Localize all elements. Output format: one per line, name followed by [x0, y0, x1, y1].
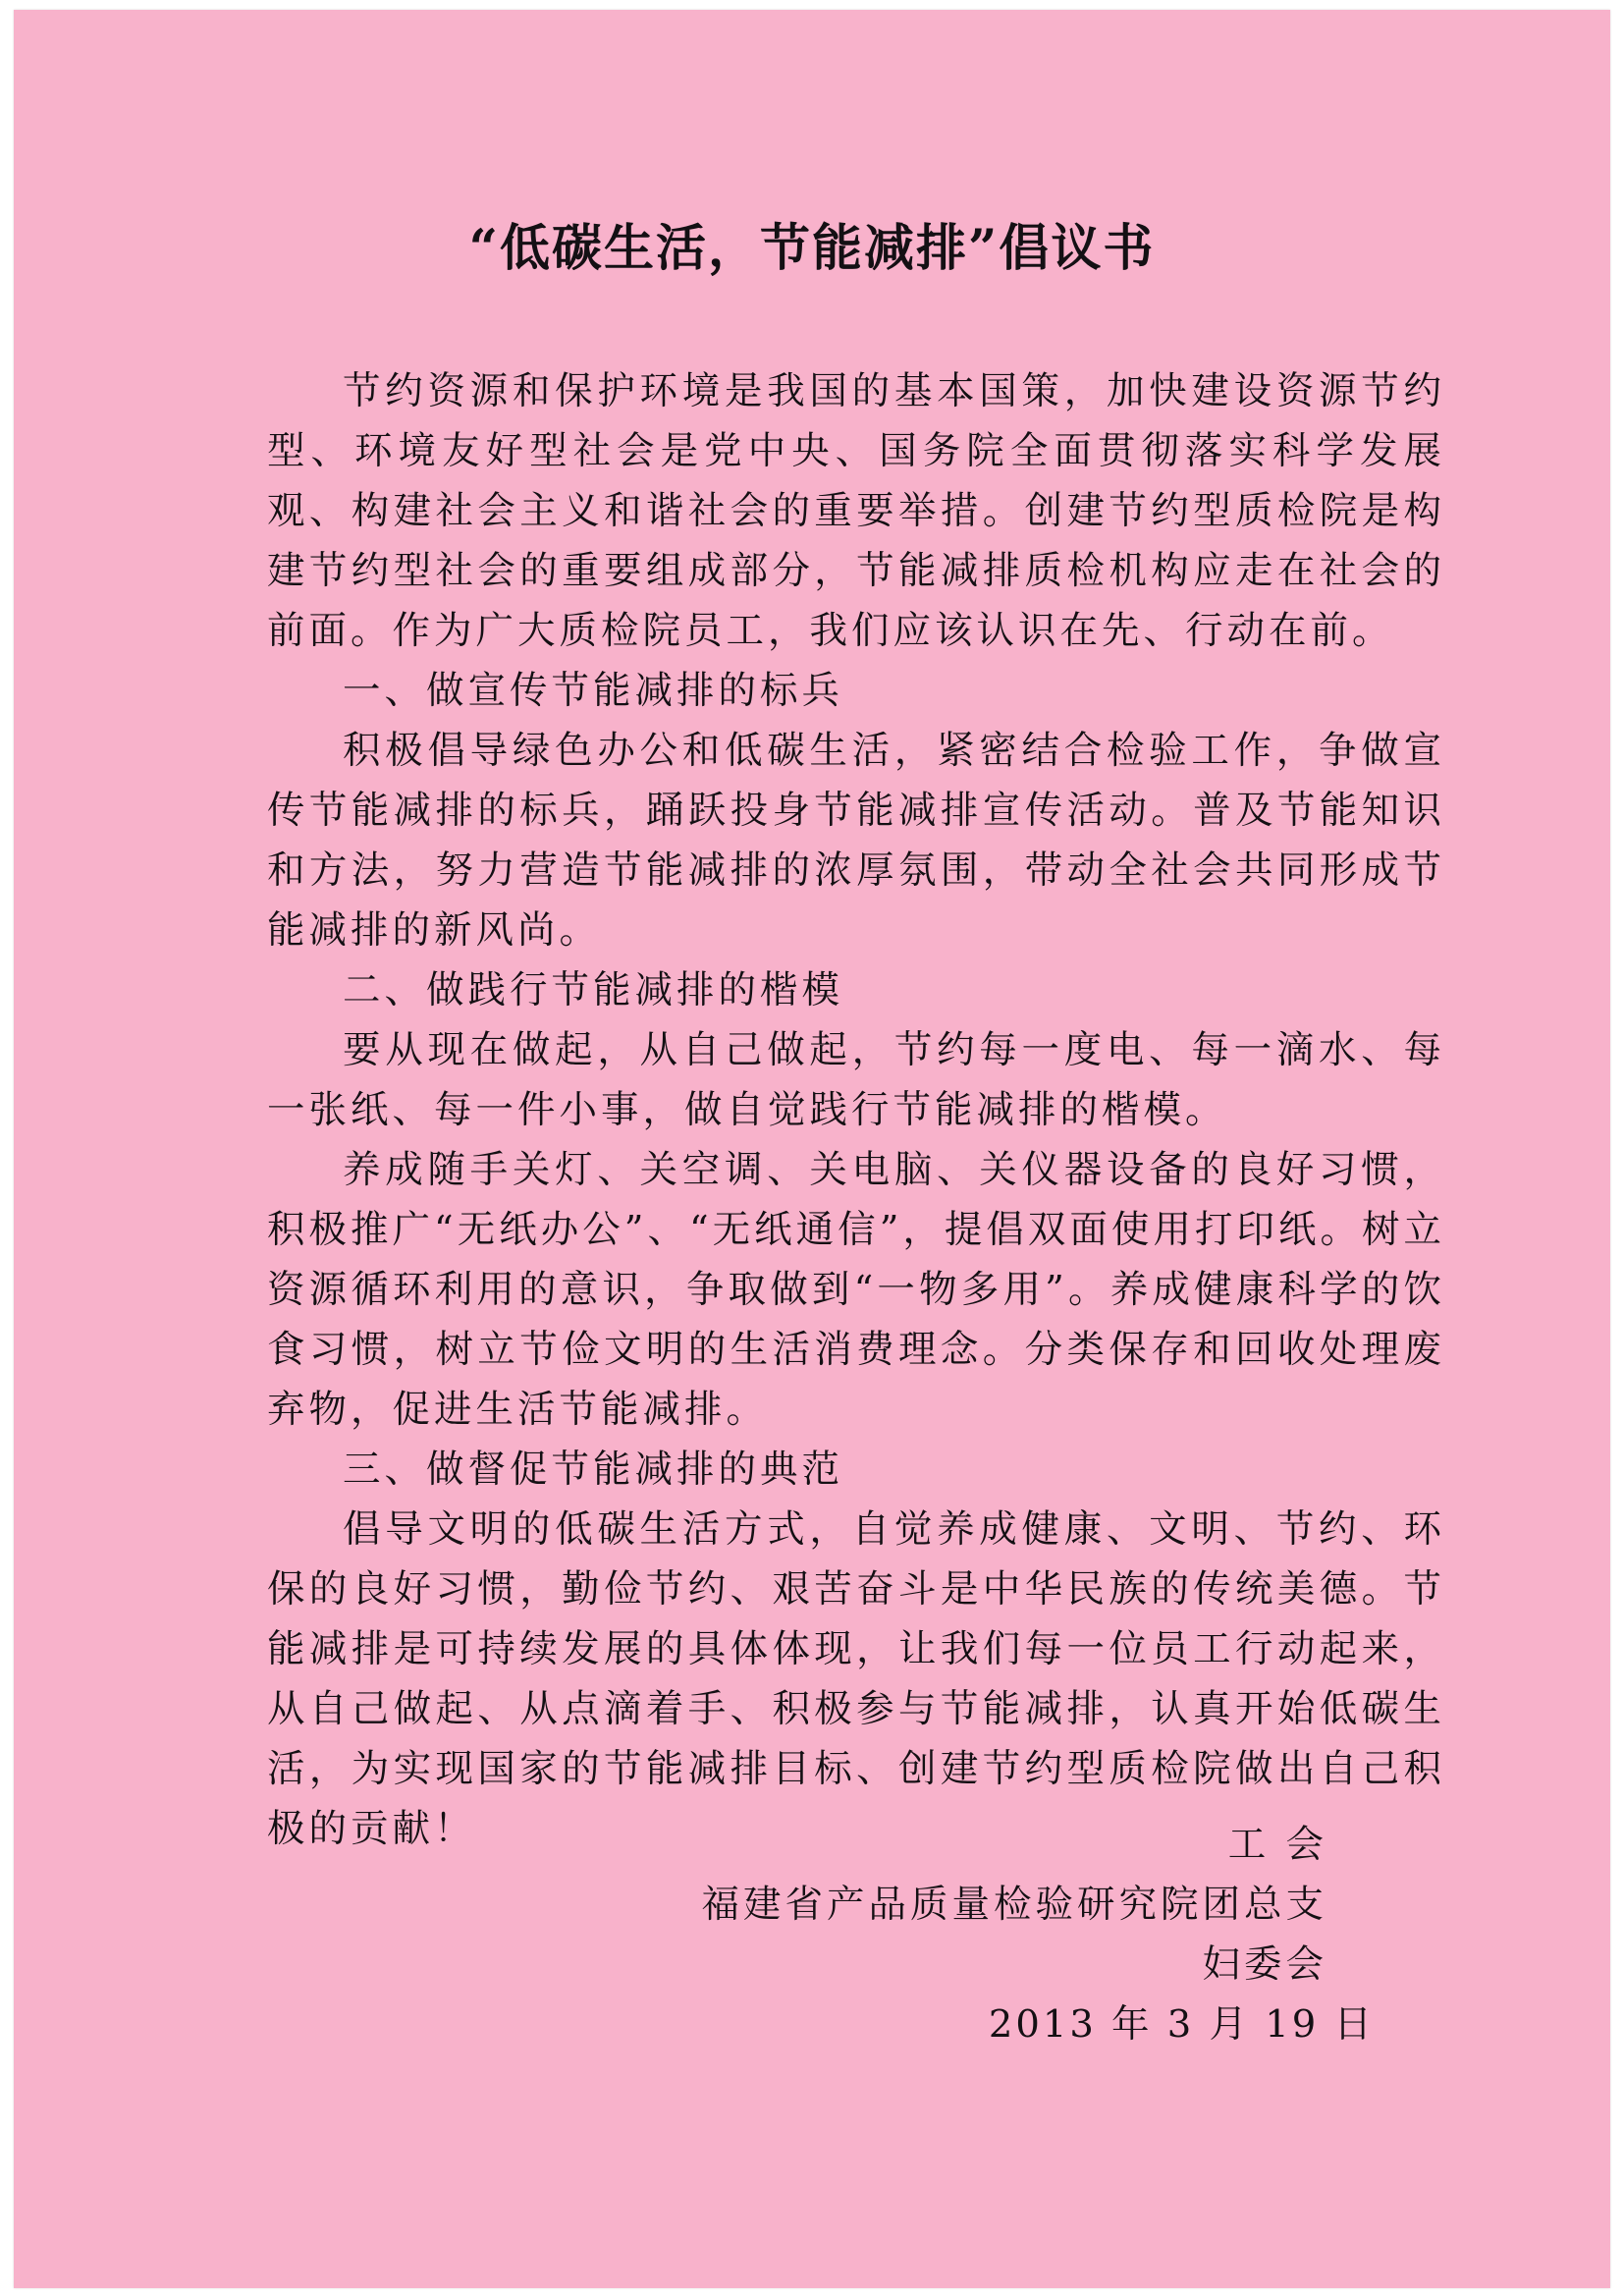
intro-paragraph: 节约资源和保护环境是我国的基本国策，加快建设资源节约型、环境友好型社会是党中央、国务院全面贯彻落实科学发展观、构建社会主义和谐社会的重要举措。创建节约型质检院是构建节约型社会的重要组成部分，节能减排质检机构应走在社会的前面。作为广大质检院员工，我们应该认识在先、行动在前。 — [267, 369, 1445, 653]
signature-date: 2013 年 3 月 19 日 — [988, 2002, 1375, 2047]
section-heading-2: 二、做践行节能减排的楷模 — [343, 968, 844, 1012]
signature-union: 工 会 — [1227, 1823, 1327, 1867]
signature-womens-committee: 妇委会 — [1202, 1942, 1327, 1987]
section-heading-1: 一、做宣传节能减排的标兵 — [343, 669, 844, 713]
section-1-paragraph: 积极倡导绿色办公和低碳生活，紧密结合检验工作，争做宣传节能减排的标兵，踊跃投身节能减排宣传活动。普及节能知识和方法，努力营造节能减排的浓厚氛围，带动全社会共同形成节能减排的新风尚。 — [267, 729, 1445, 953]
document-page — [14, 10, 1610, 2288]
section-2-paragraph-1: 要从现在做起，从自己做起，节约每一度电、每一滴水、每一张纸、每一件小事，做自觉践行节能减排的楷模。 — [267, 1028, 1445, 1132]
document-body — [267, 361, 1445, 1859]
signature-organization: 福建省产品质量检验研究院团总支 — [701, 1883, 1327, 1927]
section-2-paragraph-2: 养成随手关灯、关空调、关电脑、关仪器设备的良好习惯，积极推广“无纸办公”、“无纸通信”，提倡双面使用打印纸。树立资源循环利用的意识，争取做到“一物多用”。养成健康科学的饮食习惯，树立节俭文明的生活消费理念。分类保存和回收处理废弃物，促进生活节能减排。 — [267, 1148, 1445, 1432]
signature-block — [581, 1815, 1375, 2047]
section-heading-3: 三、做督促节能减排的典范 — [343, 1448, 844, 1492]
document-title: “低碳生活，节能减排”倡议书 — [468, 219, 1156, 278]
section-3-paragraph: 倡导文明的低碳生活方式，自觉养成健康、文明、节约、环保的良好习惯，勤俭节约、艰苦奋斗是中华民族的传统美德。节能减排是可持续发展的具体体现，让我们每一位员工行动起来，从自己做起、从点滴着手、积极参与节能减排，认真开始低碳生活，为实现国家的节能减排目标、创建节约型质检院做出自己积极的贡献！ — [267, 1507, 1445, 1851]
